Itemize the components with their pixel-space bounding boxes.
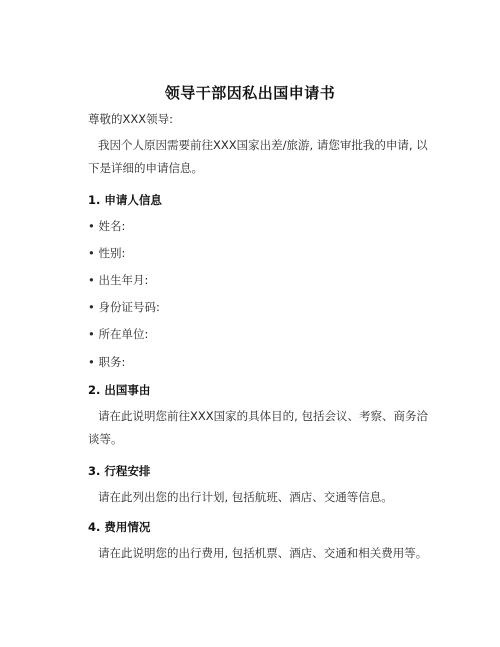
bullet-name: • 姓名:	[88, 219, 126, 233]
document-title: 领导干部因私出国申请书	[164, 84, 336, 102]
section-heading-applicant-info: 1. 申请人信息	[88, 193, 162, 207]
bullet-birth-date: • 出生年月:	[88, 273, 149, 287]
bullet-gender: • 性别:	[88, 246, 126, 260]
section-heading-expenses: 4. 费用情况	[88, 520, 151, 534]
intro-paragraph: 我因个人原因需要前往XXX国家出差/旅游, 请您审批我的申请, 以下是详细的申请信息。	[88, 138, 428, 175]
bullet-position: • 职务:	[88, 355, 126, 369]
purpose-paragraph: 请在此说明您前往XXX国家的具体目的, 包括会议、考察、商务洽谈等。	[88, 409, 428, 446]
expenses-paragraph: 请在此说明您的出行费用, 包括机票、酒店、交通和相关费用等。	[98, 546, 428, 560]
section-heading-purpose: 2. 出国事由	[88, 383, 151, 397]
itinerary-paragraph: 请在此列出您的出行计划, 包括航班、酒店、交通等信息。	[98, 490, 393, 504]
section-heading-itinerary: 3. 行程安排	[88, 464, 151, 478]
bullet-employer: • 所在单位:	[88, 327, 149, 341]
bullet-id-number: • 身份证号码:	[88, 300, 160, 314]
salutation: 尊敬的XXX领导:	[88, 112, 174, 126]
